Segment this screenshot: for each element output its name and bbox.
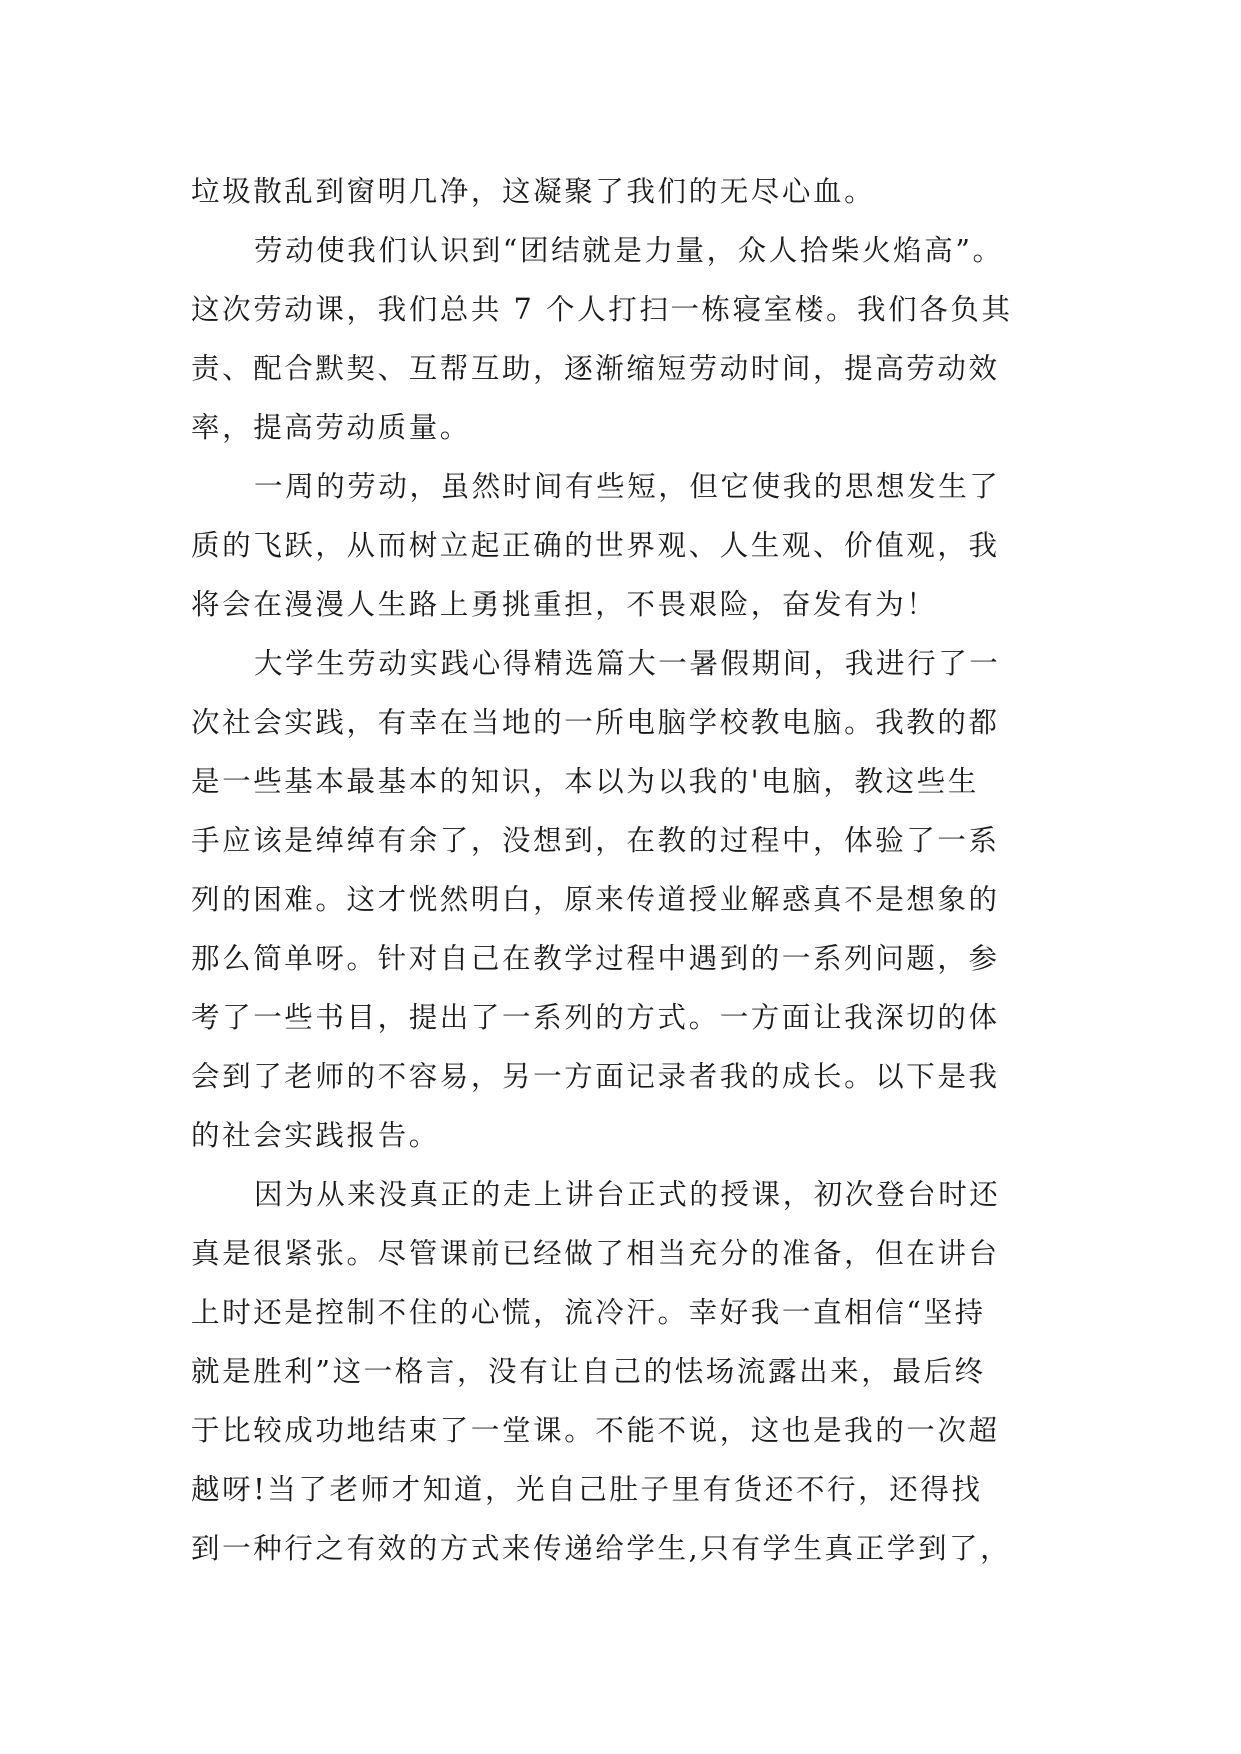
text-line: 率，提高劳动质量。 [191, 411, 471, 444]
text-line: 越呀!当了老师才知道，光自己肚子里有货还不行，还得找 [191, 1473, 983, 1506]
document-body [191, 162, 1051, 1578]
text-line: 就是胜利”这一格言，没有让自己的怯场流露出来，最后终 [191, 1355, 986, 1388]
text-line: 手应该是绰绰有余了，没想到，在教的过程中，体验了一系 [191, 824, 1000, 857]
text-line: 质的飞跃，从而树立起正确的世界观、人生观、价值观，我 [191, 529, 1000, 562]
text-line: 次社会实践，有幸在当地的一所电脑学校教电脑。我教的都 [191, 706, 1000, 739]
text-line: 真是很紧张。尽管课前已经做了相当充分的准备，但在讲台 [191, 1237, 1000, 1270]
text-line: 垃圾散乱到窗明几净，这凝聚了我们的无尽心血。 [191, 175, 876, 208]
text-line: 考了一些书目，提出了一系列的方式。一方面让我深切的体 [191, 1001, 1000, 1034]
text-line: 劳动使我们认识到“团结就是力量，众人拾柴火焰高”。 [254, 234, 1004, 267]
text-line: 的社会实践报告。 [191, 1119, 440, 1152]
text-line: 是一些基本最基本的知识，本以为以我的'电脑，教这些生 [191, 765, 979, 798]
text-line: 上时还是控制不住的心慌，流冷汗。幸好我一直相信“坚持 [191, 1296, 986, 1329]
text-line: 那么简单呀。针对自己在教学过程中遇到的一系列问题，参 [191, 942, 1000, 975]
text-line: 责、配合默契、互帮互助，逐渐缩短劳动时间，提高劳动效 [191, 352, 1000, 385]
text-line: 因为从来没真正的走上讲台正式的授课，初次登台时还 [254, 1178, 1001, 1211]
text-line: 将会在漫漫人生路上勇挑重担，不畏艰险，奋发有为！ [191, 588, 938, 621]
text-line: 这次劳动课，我们总共 7 个人打扫一栋寝室楼。我们各负其 [191, 293, 1013, 326]
text-line: 会到了老师的不容易，另一方面记录者我的成长。以下是我 [191, 1060, 1000, 1093]
text-line: 列的困难。这才恍然明白，原来传道授业解惑真不是想象的 [191, 883, 1000, 916]
text-line: 一周的劳动，虽然时间有些短，但它使我的思想发生了 [254, 470, 1001, 503]
text-line: 大学生劳动实践心得精选篇大一暑假期间，我进行了一 [254, 647, 1001, 680]
text-line: 于比较成功地结束了一堂课。不能不说，这也是我的一次超 [191, 1414, 1000, 1447]
text-line: 到一种行之有效的方式来传递给学生,只有学生真正学到了， [191, 1532, 1012, 1565]
